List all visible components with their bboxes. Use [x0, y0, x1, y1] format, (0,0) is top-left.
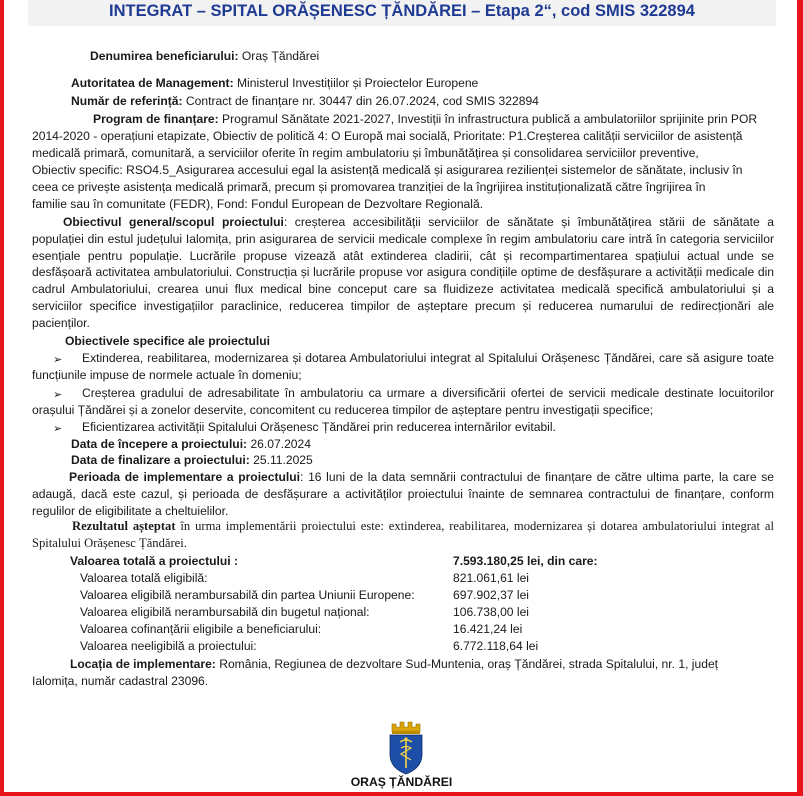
page-border-bottom: [0, 792, 803, 796]
total-value-label: Valoarea totală a proiectului :: [70, 554, 239, 568]
beneficiary-label: Denumirea beneficiarului:: [90, 49, 239, 63]
value-row-amount: 697.902,37 lei: [453, 588, 529, 602]
expected-result-text: în urma implementării proiectului este: extinderea, reabilitarea, modernizarea și dotarea ambulatoriului integrat al Spitalului Orășenesc Țăndărei.: [32, 519, 774, 550]
end-date-label: Data de finalizare a proiectului:: [71, 453, 250, 467]
reference-label: Număr de referință:: [71, 94, 183, 108]
beneficiary-value: Oraș Țăndărei: [238, 49, 320, 63]
total-value-amount: 7.593.180,25 lei, din care:: [453, 554, 598, 568]
value-row-label: Valoarea cofinanțării eligibile a beneficiarului:: [80, 622, 322, 636]
specific-objective-item: Creșterea gradului de adresabilitate în ambulatoriu ca urmare a diversificării ofertei de servicii medicale destinate locuitorilor orașului Țăndărei și a zonelor deservite, concomitent cu reducerea timpilor de așteptare pentru investigații specifice;: [32, 386, 774, 417]
specific-objective-item: Eficientizarea activității Spitalului Orășenesc Țăndărei prin reducerea internărilor evitabil.: [82, 420, 556, 434]
implementation-paragraph: [32, 469, 774, 521]
value-row-amount: 821.061,61 lei: [453, 571, 529, 585]
authority-line: [71, 75, 478, 92]
expected-result-paragraph: [32, 518, 774, 552]
value-row-amount: 106.738,00 lei: [453, 605, 529, 619]
program-line-2: 2014-2020 - operațiuni etapizate, Obiectiv de politică 4: O Europă mai socială, Prioritate: P1.Creșterea calității serviciilor de asistență: [32, 129, 743, 143]
program-line-6: familie sau în comunitate (FEDR), Fond: Fondul European de Dezvoltare Regională.: [32, 197, 484, 211]
authority-label: Autoritatea de Management:: [71, 76, 234, 90]
program-label: Program de finanțare:: [93, 112, 219, 126]
expected-result-label: Rezultatul așteptat: [72, 519, 176, 533]
start-date-line: [71, 436, 311, 453]
footer-town-name: ORAȘ ȚĂNDĂREI: [350, 775, 453, 789]
general-objective-text: : creșterea accesibilității serviciilor de sănătate și îmbunătățirea stării de sănătate a populației din estul județului Ialomița, prin asigurarea de servicii medicale complexe în regim ambulatoriu care intră în categoria serviciilor esențiale pentru populație. Lucrările propuse vizează atât extinderea cladirii, cât și recompartimentarea spațiului actual unde se desfășoară activitatea ambulatoriului. Construcția și lucrările propuse vor asigura condițiile optime de desfășurare a activității medicale din cadrul Ambulatoriului, crearea unui flux medical bine conceput care sa fluidizeze activitatea medicală specifică ambulatoriului și a serviciilor specifice investigațiilor paraclinice, reducerea timpilor de așteptare precum și reducerea numarului de redirecționări ale pacienților.: [32, 215, 775, 330]
bullet-arrow-icon: ➢: [53, 354, 63, 366]
location-text-1: România, Regiunea de dezvoltare Sud-Muntenia, oraș Țăndărei, strada Spitalului, nr. 1, județ: [215, 657, 719, 671]
value-row-label: Valoarea totală eligibilă:: [80, 571, 208, 585]
location-line-1: [70, 656, 718, 673]
reference-line: [71, 93, 539, 110]
bullet-arrow-icon: ➢: [53, 389, 63, 401]
value-row-label: Valoarea eligibilă nerambursabilă din bugetul național:: [80, 605, 370, 619]
town-coat-of-arms-icon: [384, 718, 428, 776]
location-label: Locația de implementare:: [70, 657, 216, 671]
value-row-label: Valoarea neeligibilă a proiectului:: [80, 639, 257, 653]
bullet-arrow-icon: ➢: [53, 423, 63, 435]
general-objective-paragraph: [32, 214, 774, 332]
program-text-1: Programul Sănătate 2021-2027, Investiții în infrastructura publică a ambulatoriilor sprijinite prin POR: [218, 112, 758, 126]
page-border-left: [0, 0, 4, 796]
start-date-value: 26.07.2024: [247, 437, 311, 451]
end-date-line: [71, 452, 313, 469]
authority-value: Ministerul Investițiilor și Proiectelor Europene: [233, 76, 479, 90]
start-date-label: Data de începere a proiectului:: [71, 437, 248, 451]
specific-objective-item: Extinderea, reabilitarea, modernizarea și dotarea Ambulatoriului integrat al Spitalului Orășenesc Țăndărei, care să asigure toate funcțiunile impuse de normele actuale în domeniu;: [32, 351, 774, 382]
program-line-4: Obiectiv specific: RSO4.5_Asigurarea accesului egal la asistență medicală și asigurarea rezilienței sistemelor de sănătate, inclusiv în: [32, 163, 743, 177]
program-line-1: [93, 111, 757, 128]
location-line-2: Ialomița, număr cadastral 23096.: [32, 674, 209, 688]
specific-objectives-label: Obiectivele specifice ale proiectului: [65, 334, 271, 348]
value-row-amount: 16.421,24 lei: [453, 622, 523, 636]
page-border-right: [797, 0, 803, 796]
beneficiary-line: [90, 48, 319, 65]
implementation-text: : 16 luni de la data semnării contractului de finanțare de către ultima parte, la care se adaugă, dacă este cazul, și perioada de desfășurare a activităților proiectului înainte de semnarea contractului de finanțare, conform regulilor de eligibilitate a cheltuielilor.: [32, 470, 774, 519]
value-row-amount: 6.772.118,64 lei: [453, 639, 539, 653]
implementation-label: Perioada de implementare a proiectului: [69, 470, 301, 484]
reference-value: Contract de finanțare nr. 30447 din 26.07.2024, cod SMIS 322894: [182, 94, 539, 108]
page-title: INTEGRAT – SPITAL ORĂȘENESC ȚĂNDĂREI – Etapa 2“, cod SMIS 322894: [109, 2, 695, 20]
general-objective-label: Obiectivul general/scopul proiectului: [63, 215, 284, 229]
end-date-value: 25.11.2025: [249, 453, 313, 467]
program-line-3: medicală primară, comunitară, a serviciilor oferite în regim ambulatoriu și îmbunătățirea și consolidarea serviciilor preventive,: [32, 146, 699, 160]
program-line-5: ceea ce privește asistența medicală primară, precum și promovarea tranziției de la îngrijirea instituționalizată către îngrijirea în: [32, 180, 706, 194]
value-row-label: Valoarea eligibilă nerambursabilă din partea Uniunii Europene:: [80, 588, 415, 602]
